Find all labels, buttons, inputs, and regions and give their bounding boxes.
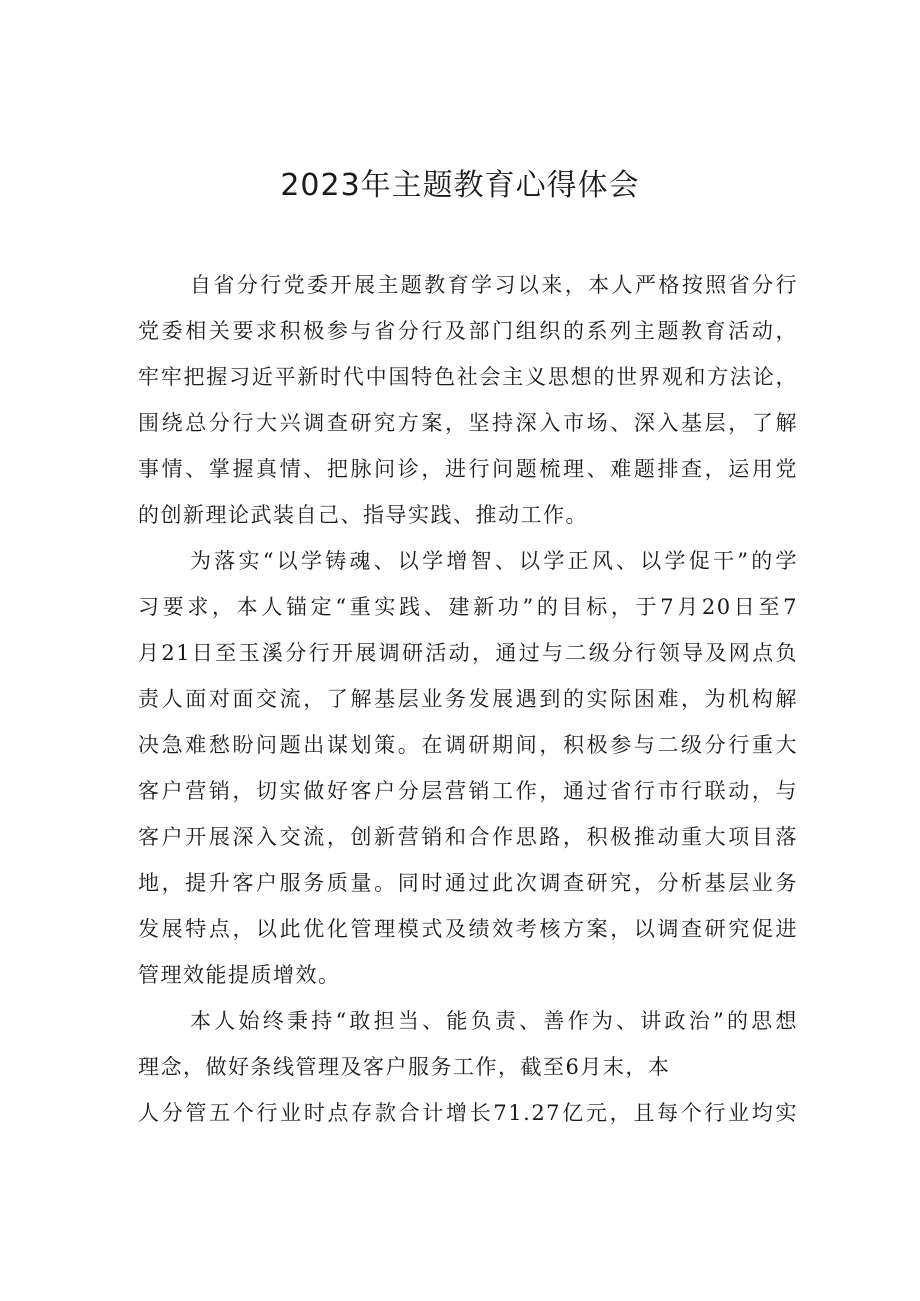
paragraph-2-line-10: 管理效能提质增效。 [138, 963, 341, 987]
paragraph-1-line-6: 的创新理论武装自己、指导实践、推动工作。 [138, 503, 588, 527]
paragraph-2-line-2: 习要求，本人锚定“重实践、建新功”的目标，于7月20日至7 [138, 595, 798, 619]
paragraph-1-line-5: 事情、掌握真情、把脉问诊，进行问题梳理、难题排查，运用党 [138, 457, 798, 481]
paragraph-3-line-1: 本人始终秉持“敢担当、能负责、善作为、讲政治”的思想 [190, 1009, 798, 1033]
paragraph-2-line-7: 客户开展深入交流，创新营销和合作思路，积极推动重大项目落 [138, 825, 798, 849]
paragraph-3-line-2: 理念，做好条线管理及客户服务工作，截至6月末，本 [138, 1055, 671, 1079]
paragraph-1-line-3: 牢牢把握习近平新时代中国特色社会主义思想的世界观和方法论， [138, 365, 798, 389]
paragraph-2-line-4: 责人面对面交流，了解基层业务发展遇到的实际困难，为机构解 [138, 687, 798, 711]
paragraph-2-line-5: 决急难愁盼问题出谋划策。在调研期间，积极参与二级分行重大 [138, 733, 798, 757]
paragraph-1-line-2: 党委相关要求积极参与省分行及部门组织的系列主题教育活动， [138, 319, 798, 343]
paragraph-1-line-1: 自省分行党委开展主题教育学习以来，本人严格按照省分行 [190, 273, 798, 297]
document-body [138, 262, 798, 1136]
document-title: 2023年主题教育心得体会 [280, 168, 640, 203]
paragraph-2-line-6: 客户营销，切实做好客户分层营销工作，通过省行市行联动，与 [138, 779, 798, 803]
paragraph-3-line-3: 人分管五个行业时点存款合计增长71.27亿元，且每个行业均实 [138, 1101, 798, 1125]
paragraph-2-line-3: 月21日至玉溪分行开展调研活动，通过与二级分行领导及网点负 [138, 641, 798, 665]
paragraph-2-line-8: 地，提升客户服务质量。同时通过此次调查研究，分析基层业务 [138, 871, 798, 895]
paragraph-1-line-4: 围绕总分行大兴调查研究方案，坚持深入市场、深入基层，了解 [138, 411, 798, 435]
paragraph-2-line-9: 发展特点，以此优化管理模式及绩效考核方案，以调查研究促进 [138, 917, 798, 941]
paragraph-2-line-1: 为落实“以学铸魂、以学增智、以学正风、以学促干”的学 [190, 549, 798, 573]
